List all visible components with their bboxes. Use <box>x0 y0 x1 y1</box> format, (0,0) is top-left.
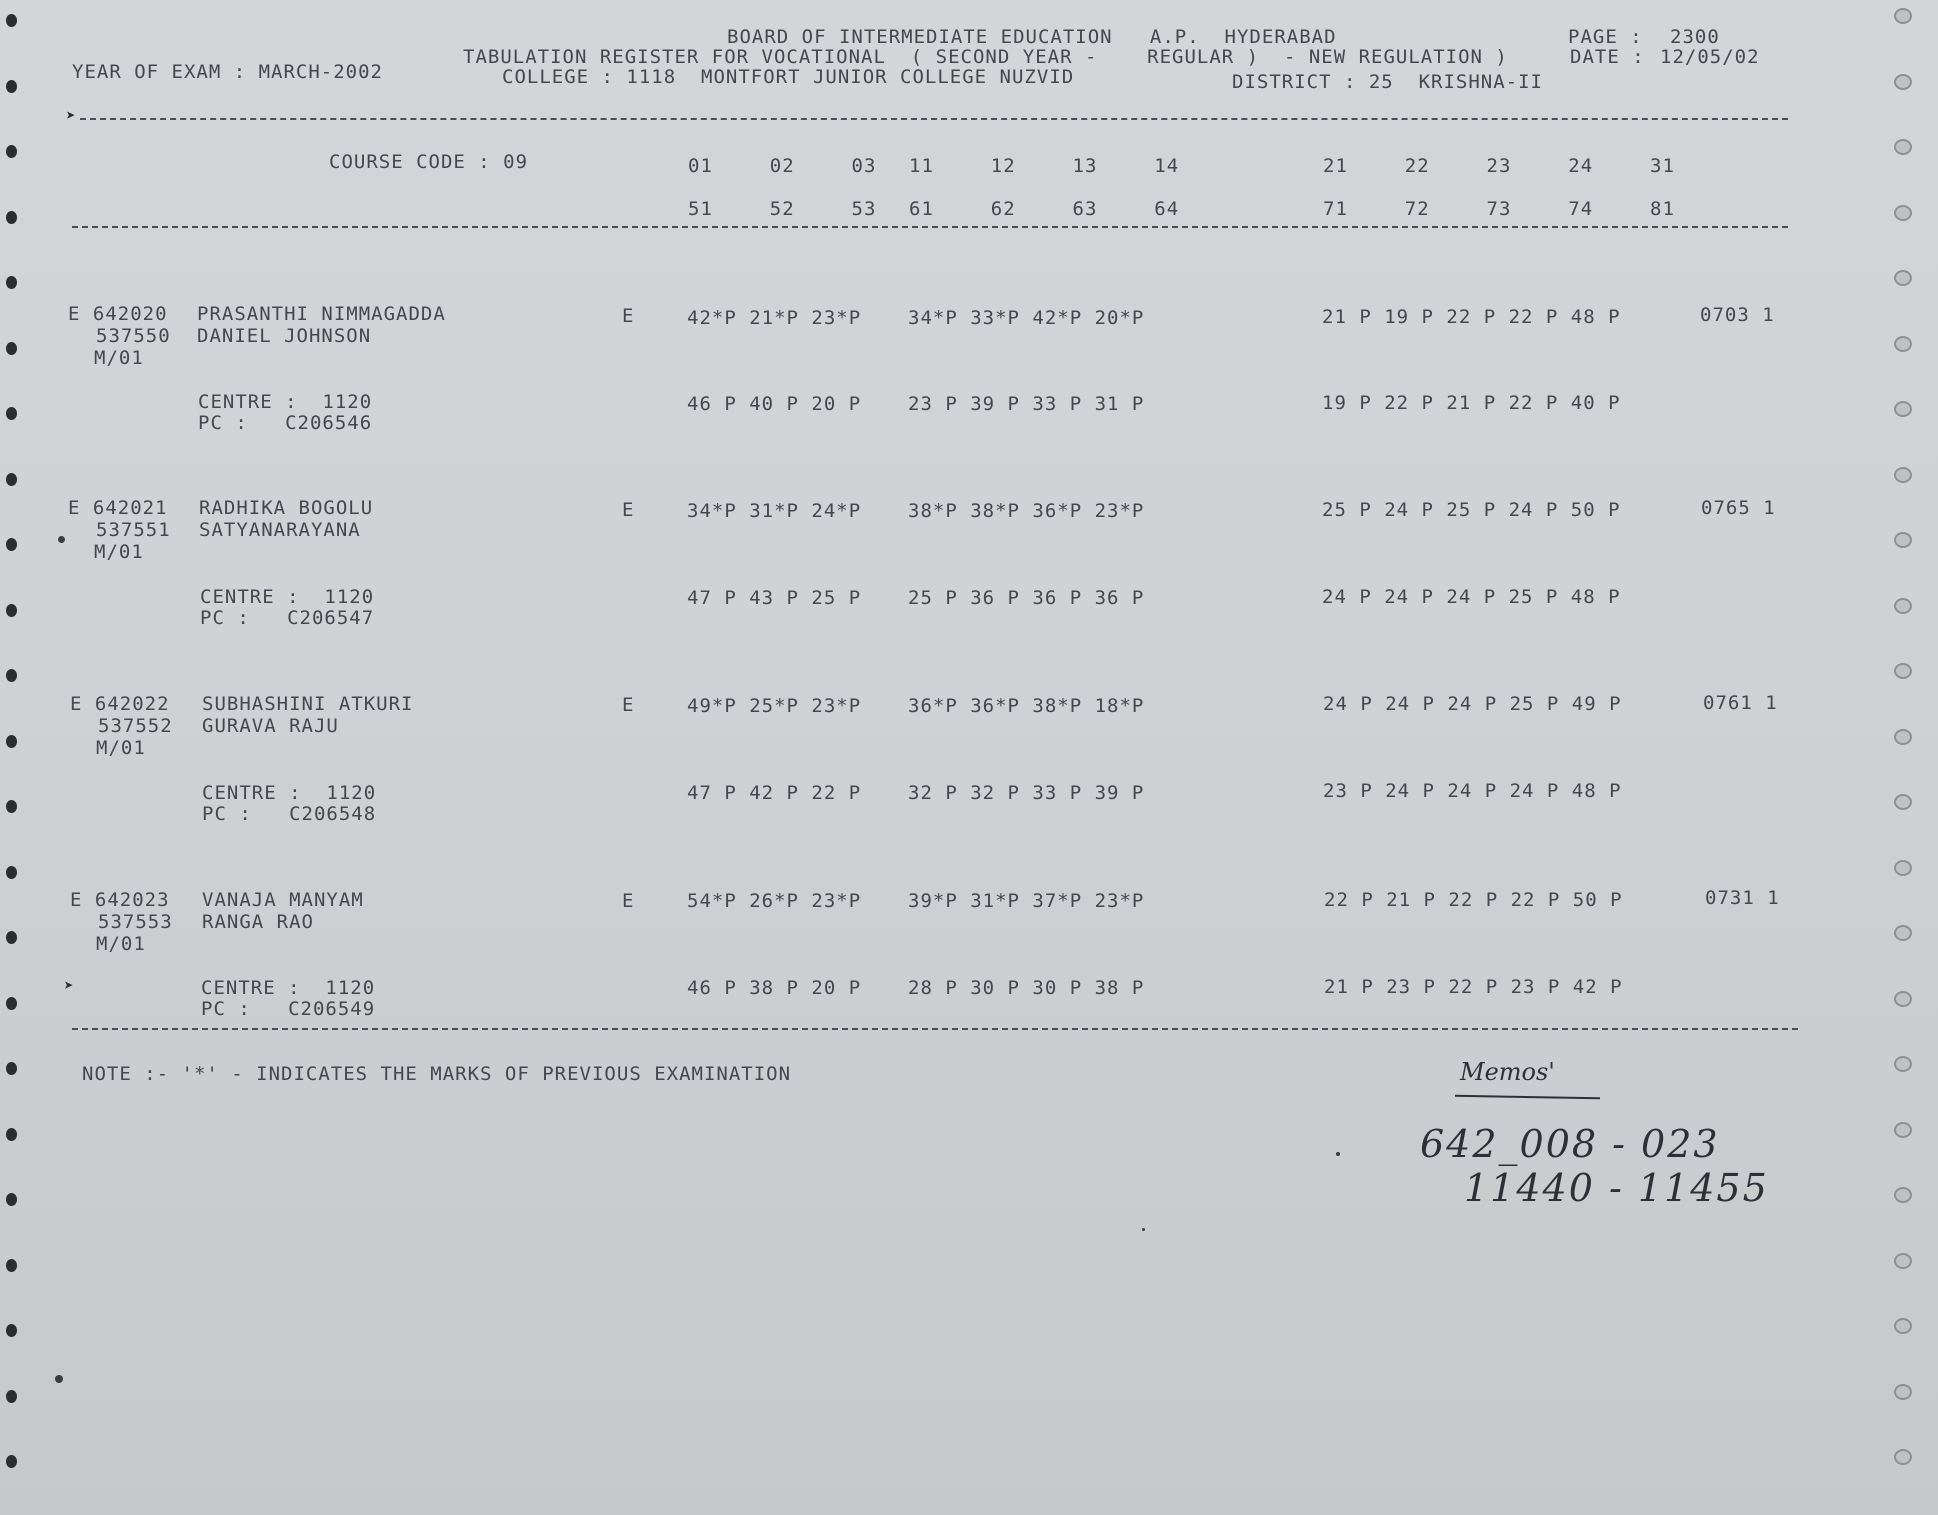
marks-previous-group2: 36*P 36*P 38*P 18*P <box>908 695 1145 717</box>
marks-current-group2: 23 P 39 P 33 P 31 P <box>908 393 1145 415</box>
student-id: E 642021 <box>68 497 168 519</box>
student-code: M/01 <box>94 541 144 563</box>
feed-hole <box>1894 74 1912 90</box>
medium: E <box>622 499 635 521</box>
marks-current-group2: 25 P 36 P 36 P 36 P <box>908 587 1145 609</box>
feed-arrow-mark: ➤ <box>66 106 76 125</box>
feed-hole <box>1894 8 1912 24</box>
date-label: DATE : <box>1570 46 1645 68</box>
student-reg-number: 537551 <box>96 519 171 541</box>
feed-hole <box>1894 794 1912 810</box>
year-of-exam: YEAR OF EXAM : MARCH-2002 <box>72 61 383 83</box>
column-header-group1-row2: 51 52 53 <box>688 198 877 220</box>
feed-hole <box>1894 663 1912 679</box>
memo-underline <box>1455 1095 1600 1100</box>
student-reg-number: 537553 <box>98 911 173 933</box>
pc-number: PC : C206548 <box>202 803 377 825</box>
student-id: E 642023 <box>70 889 170 911</box>
district-line: DISTRICT : 25 KRISHNA-II <box>1232 71 1543 93</box>
feed-hole <box>1894 1449 1912 1465</box>
feed-hole <box>6 931 17 944</box>
centre: CENTRE : 1120 <box>198 391 373 413</box>
feed-hole <box>6 604 17 617</box>
feed-hole <box>1894 139 1912 155</box>
page-label: PAGE : <box>1568 26 1643 48</box>
date-value: 12/05/02 <box>1660 46 1760 68</box>
centre: CENTRE : 1120 <box>200 586 375 608</box>
feed-hole <box>6 1259 17 1272</box>
board-title: BOARD OF INTERMEDIATE EDUCATION A.P. HYDERABAD <box>727 26 1337 48</box>
tractor-feed-holes-right <box>1878 0 1938 1515</box>
student-code: M/01 <box>96 933 146 955</box>
page-number: 2300 <box>1670 26 1720 48</box>
student-reg-number: 537552 <box>98 715 173 737</box>
header-divider-bottom <box>72 226 1788 228</box>
column-header-group3-row2: 71 72 73 74 81 <box>1323 198 1675 220</box>
tractor-feed-holes-left <box>0 0 40 1515</box>
header-divider-top <box>80 118 1788 120</box>
paper-speck <box>55 1375 63 1383</box>
feed-hole <box>1894 336 1912 352</box>
register-title: TABULATION REGISTER FOR VOCATIONAL ( SECOND YEAR - REGULAR ) - NEW REGULATION ) <box>463 46 1508 68</box>
feed-hole <box>1894 270 1912 286</box>
college-line: COLLEGE : 1118 MONTFORT JUNIOR COLLEGE NUZVID <box>502 66 1075 88</box>
column-header-group2-row1: 11 12 13 14 <box>909 155 1180 177</box>
paper-speck <box>58 536 65 543</box>
feed-hole <box>1894 1122 1912 1138</box>
medium: E <box>622 694 635 716</box>
feed-hole <box>6 211 17 224</box>
pc-number: PC : C206549 <box>201 998 376 1020</box>
student-code: M/01 <box>96 737 146 759</box>
feed-hole <box>1894 401 1912 417</box>
marks-previous-group1: 42*P 21*P 23*P <box>687 307 862 329</box>
student-id: E 642022 <box>70 693 170 715</box>
feed-arrow-mark: ➤ <box>64 976 74 995</box>
marks-current-group3: 23 P 24 P 24 P 24 P 48 P <box>1323 780 1622 802</box>
total-marks: 0765 1 <box>1701 497 1776 519</box>
student-code: M/01 <box>94 347 144 369</box>
feed-hole <box>1894 205 1912 221</box>
handwritten-memo: Memos' <box>1460 1058 1555 1086</box>
marks-current-group1: 47 P 42 P 22 P <box>687 782 862 804</box>
feed-hole <box>1894 925 1912 941</box>
marks-previous-group1: 34*P 31*P 24*P <box>687 500 862 522</box>
column-header-group1-row1: 01 02 03 <box>688 155 877 177</box>
feed-hole <box>6 276 17 289</box>
medium: E <box>622 890 635 912</box>
feed-hole <box>6 1062 17 1075</box>
marks-current-group3: 19 P 22 P 21 P 22 P 40 P <box>1322 392 1621 414</box>
handwritten-range-2: 11440 - 11455 <box>1464 1166 1769 1210</box>
footer-divider <box>72 1028 1798 1030</box>
feed-hole <box>1894 1318 1912 1334</box>
pc-number: PC : C206547 <box>200 607 375 629</box>
feed-hole <box>1894 598 1912 614</box>
feed-hole <box>6 997 17 1010</box>
paper-speck <box>1336 1152 1340 1156</box>
student-id: E 642020 <box>68 303 168 325</box>
column-header-group2-row2: 61 62 63 64 <box>909 198 1180 220</box>
medium: E <box>622 305 635 327</box>
feed-hole <box>6 342 17 355</box>
student-name: RADHIKA BOGOLU <box>199 497 374 519</box>
marks-current-group1: 46 P 38 P 20 P <box>687 977 862 999</box>
marks-current-group1: 46 P 40 P 20 P <box>687 393 862 415</box>
pc-number: PC : C206546 <box>198 412 373 434</box>
marks-previous-group2: 39*P 31*P 37*P 23*P <box>908 890 1145 912</box>
feed-hole <box>6 407 17 420</box>
marks-group3: 22 P 21 P 22 P 22 P 50 P <box>1324 889 1623 911</box>
feed-hole <box>6 145 17 158</box>
marks-current-group2: 28 P 30 P 30 P 38 P <box>908 977 1145 999</box>
student-name: PRASANTHI NIMMAGADDA <box>197 303 446 325</box>
feed-hole <box>6 14 17 27</box>
note: NOTE :- '*' - INDICATES THE MARKS OF PREVIOUS EXAMINATION <box>82 1063 792 1085</box>
feed-hole <box>6 735 17 748</box>
parent-name: SATYANARAYANA <box>199 519 361 541</box>
feed-hole <box>1894 532 1912 548</box>
handwritten-range-1: 642_008 - 023 <box>1420 1122 1720 1166</box>
feed-hole <box>1894 860 1912 876</box>
marks-group3: 25 P 24 P 25 P 24 P 50 P <box>1322 499 1621 521</box>
marks-group3: 24 P 24 P 24 P 25 P 49 P <box>1323 693 1622 715</box>
feed-hole <box>6 538 17 551</box>
feed-hole <box>1894 729 1912 745</box>
marks-previous-group1: 54*P 26*P 23*P <box>687 890 862 912</box>
parent-name: DANIEL JOHNSON <box>197 325 372 347</box>
centre: CENTRE : 1120 <box>201 977 376 999</box>
feed-hole <box>1894 467 1912 483</box>
feed-hole <box>6 800 17 813</box>
feed-hole <box>1894 1384 1912 1400</box>
marks-current-group3: 24 P 24 P 24 P 25 P 48 P <box>1322 586 1621 608</box>
feed-hole <box>1894 1056 1912 1072</box>
feed-hole <box>6 80 17 93</box>
total-marks: 0761 1 <box>1703 692 1778 714</box>
feed-hole <box>6 1455 17 1468</box>
student-name: VANAJA MANYAM <box>202 889 364 911</box>
feed-hole <box>6 473 17 486</box>
column-header-group3-row1: 21 22 23 24 31 <box>1323 155 1675 177</box>
centre: CENTRE : 1120 <box>202 782 377 804</box>
marks-previous-group2: 34*P 33*P 42*P 20*P <box>908 307 1145 329</box>
feed-hole <box>6 1128 17 1141</box>
marks-current-group1: 47 P 43 P 25 P <box>687 587 862 609</box>
marks-previous-group1: 49*P 25*P 23*P <box>687 695 862 717</box>
marks-group3: 21 P 19 P 22 P 22 P 48 P <box>1322 306 1621 328</box>
marks-current-group2: 32 P 32 P 33 P 39 P <box>908 782 1145 804</box>
feed-hole <box>1894 1253 1912 1269</box>
marks-previous-group2: 38*P 38*P 36*P 23*P <box>908 500 1145 522</box>
total-marks: 0731 1 <box>1705 887 1780 909</box>
course-code: COURSE CODE : 09 <box>329 151 529 173</box>
feed-hole <box>6 866 17 879</box>
feed-hole <box>6 1193 17 1206</box>
feed-hole <box>6 1324 17 1337</box>
feed-hole <box>6 1390 17 1403</box>
parent-name: RANGA RAO <box>202 911 314 933</box>
parent-name: GURAVA RAJU <box>202 715 339 737</box>
student-name: SUBHASHINI ATKURI <box>202 693 414 715</box>
marks-current-group3: 21 P 23 P 22 P 23 P 42 P <box>1324 976 1623 998</box>
total-marks: 0703 1 <box>1700 304 1775 326</box>
student-reg-number: 537550 <box>96 325 171 347</box>
paper-speck <box>1142 1228 1145 1231</box>
feed-hole <box>1894 1187 1912 1203</box>
feed-hole <box>1894 991 1912 1007</box>
feed-hole <box>6 669 17 682</box>
